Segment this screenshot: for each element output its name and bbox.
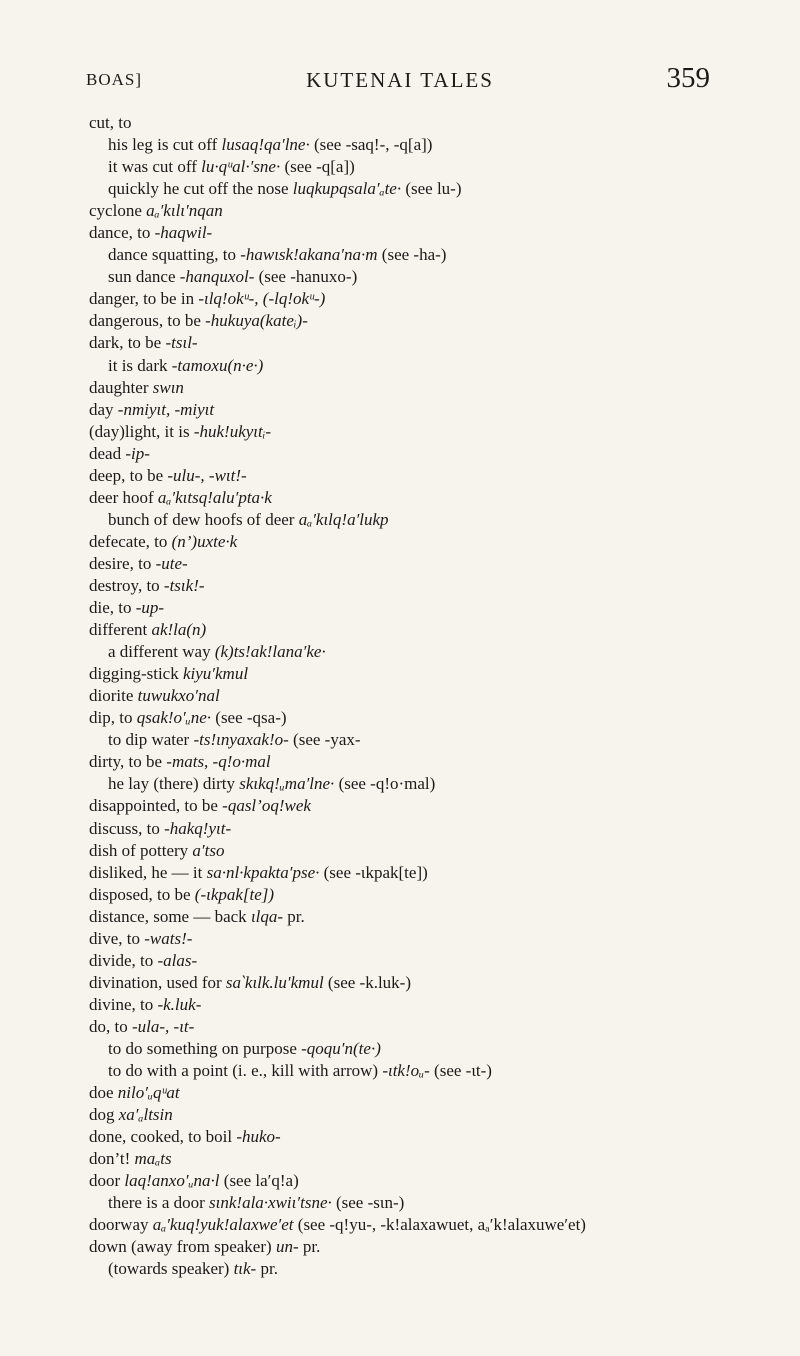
entry-gloss: there is a door: [108, 1193, 205, 1213]
entry-gloss: his leg is cut off: [108, 135, 218, 155]
entry-kutenai-form: sɩnk!ala·xwiɩ′tsne·: [209, 1193, 332, 1213]
entry-gloss: to dip water: [108, 730, 190, 750]
entry-line: [89, 310, 789, 332]
sub-entry-line: [89, 1192, 789, 1214]
entry-gloss: he lay (there) dirty: [108, 774, 235, 794]
entry-line: [89, 972, 789, 994]
entry-gloss: dance, to: [89, 223, 151, 243]
entry-kutenai-form: sa·nl·kpakta′pse·: [206, 862, 320, 882]
entry-gloss: disliked, he — it: [89, 862, 203, 882]
entry-gloss: quickly he cut off the nose: [108, 179, 289, 199]
sub-entry-line: [89, 1060, 789, 1082]
entry-gloss: doe: [89, 1083, 114, 1103]
entry-kutenai-form: -hakq!yɩt-: [164, 818, 232, 838]
entry-gloss: to do something on purpose: [108, 1038, 297, 1058]
entry-line: [89, 1236, 789, 1258]
entry-kutenai-form: aₐ′kɩlq!a′lukp: [298, 509, 389, 529]
entry-kutenai-form: -huko-: [236, 1127, 281, 1147]
entry-kutenai-form: -mats, -q!o·mal: [166, 752, 271, 772]
entry-gloss: deer hoof: [89, 487, 154, 507]
entry-kutenai-form: maₐts: [134, 1149, 172, 1169]
entry-line: [89, 950, 789, 972]
sub-entry-line: [89, 266, 789, 288]
entry-kutenai-form: (k)ts!ak!lana′ke·: [214, 642, 326, 662]
entry-kutenai-form: laq!anxo′ᵤna·l: [124, 1171, 220, 1191]
entry-kutenai-form: -ute-: [155, 553, 188, 573]
entry-line: [89, 531, 789, 553]
entry-gloss: dance squatting, to: [108, 245, 236, 265]
entry-gloss: sun dance: [108, 267, 176, 287]
entry-line: [89, 200, 789, 222]
entry-kutenai-form: -ip-: [125, 443, 150, 463]
running-header-author: BOAS]: [86, 70, 143, 89]
entry-gloss: dark, to be: [89, 333, 162, 353]
entry-kutenai-form: aₐ′kuq!yuk!alaxwe′et: [152, 1215, 294, 1235]
entry-kutenai-form: -tsɩk!-: [163, 575, 205, 595]
entry-kutenai-form: un-: [275, 1237, 299, 1257]
entry-kutenai-form: kiyu′kmul: [182, 664, 249, 684]
entry-note: (see -qsa-): [215, 708, 287, 728]
entry-line: [89, 1126, 789, 1148]
entry-gloss: desire, to: [89, 553, 152, 573]
entry-gloss: bunch of dew hoofs of deer: [108, 509, 295, 529]
entry-gloss: dip, to: [89, 708, 133, 728]
entry-kutenai-form: -up-: [135, 598, 165, 618]
entry-line: [89, 487, 789, 509]
entry-line: [89, 465, 789, 487]
entry-kutenai-form: -k.luk-: [157, 994, 202, 1014]
page-number: 359: [666, 62, 710, 94]
entry-kutenai-form: swɩn: [152, 377, 184, 397]
sub-entry-line: [89, 244, 789, 266]
entry-gloss: a different way: [108, 642, 211, 662]
entry-kutenai-form: -alas-: [157, 950, 198, 970]
entry-kutenai-form: -nmiyɩt, -miyɩt: [117, 399, 215, 419]
sub-entry-line: [89, 773, 789, 795]
entry-gloss: don’t!: [89, 1149, 131, 1169]
entry-gloss: (towards speaker): [108, 1259, 230, 1279]
entry-gloss: day: [89, 399, 114, 419]
entry-kutenai-form: xa′ₐltsin: [118, 1105, 173, 1125]
entry-gloss: dirty, to be: [89, 752, 163, 772]
entry-line: [89, 112, 789, 134]
entry-gloss: divination, used for: [89, 972, 222, 992]
entry-gloss: dead: [89, 443, 122, 463]
entry-line: [89, 1016, 789, 1038]
entry-line: [89, 994, 789, 1016]
entry-kutenai-form: -hukuya(kateᵢ)-: [205, 311, 308, 331]
entry-gloss: different: [89, 620, 148, 640]
sub-entry-line: [89, 1258, 789, 1280]
entry-kutenai-form: aₐ′kɩlɩ′nqan: [146, 201, 223, 221]
entry-kutenai-form: ak!la(n): [151, 620, 207, 640]
entry-line: [89, 1104, 789, 1126]
entry-kutenai-form: (-ɩkpak[te]): [194, 884, 275, 904]
entry-line: [89, 443, 789, 465]
entry-note: (see -q!o·mal): [338, 774, 436, 794]
entry-line: [89, 884, 789, 906]
entry-kutenai-form: -ɩtk!oᵤ-: [382, 1061, 430, 1081]
entry-gloss: dangerous, to be: [89, 311, 201, 331]
sub-entry-line: [89, 641, 789, 663]
sub-entry-line: [89, 1038, 789, 1060]
entry-gloss: dive, to: [89, 928, 140, 948]
entry-gloss: defecate, to: [89, 531, 168, 551]
entry-note: (see -ha-): [381, 245, 447, 265]
entry-note: (see -yax-: [293, 730, 361, 750]
sub-entry-line: [89, 355, 789, 377]
entry-gloss: diorite: [89, 686, 134, 706]
entry-gloss: dish of pottery: [89, 840, 189, 860]
entry-note: pr.: [287, 906, 305, 926]
entry-gloss: to do with a point (i. e., kill with arrow): [108, 1061, 379, 1081]
entry-gloss: digging-stick: [89, 664, 179, 684]
entry-gloss: cyclone: [89, 201, 142, 221]
entry-line: [89, 597, 789, 619]
entry-line: [89, 685, 789, 707]
entry-kutenai-form: skɩkq!ᵤma′lne·: [239, 774, 335, 794]
entry-kutenai-form: ɩlqa-: [250, 906, 284, 926]
entry-kutenai-form: -huk!ukyɩtᵢ-: [193, 421, 272, 441]
entry-gloss: danger, to be in: [89, 289, 195, 309]
entry-note: (see -sɩn-): [335, 1193, 405, 1213]
entry-kutenai-form: qsak!o′ᵤne·: [136, 708, 212, 728]
entry-note: (see la′q!a): [223, 1171, 299, 1191]
entry-line: [89, 619, 789, 641]
entry-kutenai-form: aₐ′kɩtsq!alu′pta·k: [157, 487, 272, 507]
entry-gloss: disposed, to be: [89, 884, 191, 904]
entry-kutenai-form: nilo′ᵤqᵘat: [117, 1083, 180, 1103]
entry-line: [89, 663, 789, 685]
entry-kutenai-form: luqkupqsala′ₐte·: [292, 179, 402, 199]
entry-gloss: daughter: [89, 377, 149, 397]
entry-gloss: (day)light, it is: [89, 421, 190, 441]
sub-entry-line: [89, 509, 789, 531]
entry-gloss: door: [89, 1171, 121, 1191]
entry-kutenai-form: -qasl’oq!wek: [222, 796, 311, 816]
entry-gloss: deep, to be: [89, 465, 164, 485]
entry-gloss: discuss, to: [89, 818, 160, 838]
entry-line: [89, 906, 789, 928]
entry-line: [89, 751, 789, 773]
entry-note: (see -q!yu-, -k!alaxawuet, aₐ′k!alaxuwe′et): [297, 1215, 586, 1235]
sub-entry-line: [89, 178, 789, 200]
entry-line: [89, 553, 789, 575]
entry-kutenai-form: -tsɩl-: [165, 333, 198, 353]
entry-line: [89, 1082, 789, 1104]
entry-line: [89, 288, 789, 310]
entry-note: (see -saq!-, -q[a]): [313, 135, 433, 155]
entry-gloss: down (away from speaker): [89, 1237, 272, 1257]
entry-gloss: destroy, to: [89, 575, 160, 595]
entry-note: (see -ɩkpak[te]): [323, 862, 428, 882]
entry-kutenai-form: -haqwil-: [154, 223, 213, 243]
entry-line: [89, 707, 789, 729]
entry-note: (see -hanuxo-): [258, 267, 358, 287]
entry-kutenai-form: lu·qᵘal·′sne·: [201, 157, 281, 177]
sub-entry-line: [89, 729, 789, 751]
entry-line: [89, 818, 789, 840]
entry-kutenai-form: -hawɩsk!akana′na·m: [240, 245, 378, 265]
entry-gloss: die, to: [89, 598, 132, 618]
sub-entry-line: [89, 134, 789, 156]
entry-kutenai-form: -tamoxu(n·e·): [171, 355, 264, 375]
entry-line: [89, 575, 789, 597]
entry-kutenai-form: (n’)uxte·k: [171, 531, 238, 551]
entry-line: [89, 928, 789, 950]
entry-kutenai-form: tuwukxo′nal: [137, 686, 220, 706]
entry-kutenai-form: -ɩlq!okᵘ-, (-lq!okᵘ-): [198, 289, 326, 309]
entry-kutenai-form: -ts!ɩnyaxak!o-: [193, 730, 289, 750]
entry-kutenai-form: sa‵kɩlk.lu′kmul: [225, 972, 324, 992]
entry-gloss: disappointed, to be: [89, 796, 218, 816]
entry-kutenai-form: -hanquxol-: [179, 267, 255, 287]
entry-kutenai-form: -wats!-: [144, 928, 193, 948]
entry-gloss: divide, to: [89, 950, 154, 970]
entry-kutenai-form: -qoqu′n(te·): [301, 1038, 381, 1058]
entry-line: [89, 332, 789, 354]
entry-line: [89, 1170, 789, 1192]
entry-line: [89, 840, 789, 862]
entry-line: [89, 421, 789, 443]
entry-note: (see -q[a]): [284, 157, 355, 177]
entry-note: (see -ɩt-): [434, 1061, 492, 1081]
entry-gloss: distance, some — back: [89, 906, 247, 926]
entry-line: [89, 377, 789, 399]
entry-kutenai-form: lusaq!qa′lne·: [221, 135, 310, 155]
entry-line: [89, 1214, 789, 1236]
entry-note: pr.: [260, 1259, 278, 1279]
entry-gloss: cut, to: [89, 113, 132, 132]
entry-gloss: it was cut off: [108, 157, 197, 177]
entry-line: [89, 795, 789, 817]
entry-note: (see lu-): [405, 179, 462, 199]
entry-gloss: done, cooked, to boil: [89, 1127, 233, 1147]
entry-note: pr.: [302, 1237, 321, 1257]
entry-list: [89, 112, 789, 1280]
entry-gloss: dog: [89, 1105, 115, 1125]
entry-line: [89, 222, 789, 244]
entry-note: (see -k.luk-): [327, 972, 411, 992]
entry-kutenai-form: a′tso: [192, 840, 225, 860]
entry-gloss: do, to: [89, 1016, 128, 1036]
sub-entry-line: [89, 156, 789, 178]
entry-line: [89, 1148, 789, 1170]
entry-kutenai-form: -ulu-, -wɩt!-: [167, 465, 247, 485]
entry-line: [89, 399, 789, 421]
entry-kutenai-form: -ula-, -ɩt-: [131, 1016, 195, 1036]
entry-gloss: doorway: [89, 1215, 149, 1235]
entry-gloss: divine, to: [89, 994, 154, 1014]
entry-gloss: it is dark: [108, 355, 168, 375]
running-header-title: KUTENAI TALES: [306, 68, 494, 92]
entry-line: [89, 862, 789, 884]
entry-kutenai-form: tɩk-: [233, 1259, 257, 1279]
